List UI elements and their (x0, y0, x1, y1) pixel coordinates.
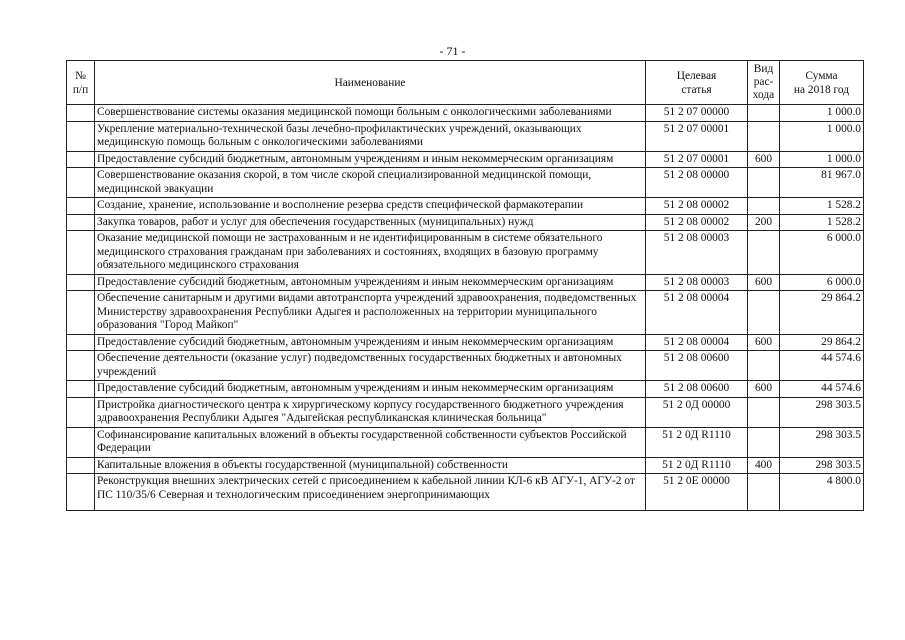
row-name: Предоставление субсидий бюджетным, автономным учреждениям и иным некоммерческим организациям (95, 274, 646, 291)
row-name: Капитальные вложения в объекты государственной (муниципальной) собственности (95, 457, 646, 474)
row-amount: 81 967.0 (780, 168, 864, 198)
row-target-code: 51 2 07 00000 (646, 105, 748, 122)
row-amount: 6 000.0 (780, 231, 864, 275)
row-amount: 29 864.2 (780, 334, 864, 351)
table-body (67, 105, 864, 511)
header-num: № п/п (67, 61, 95, 105)
row-num (67, 397, 95, 427)
header-code: Целевая статья (646, 61, 748, 105)
table-row (67, 291, 864, 335)
row-amount: 1 000.0 (780, 151, 864, 168)
row-expense-kind (748, 168, 780, 198)
row-target-code: 51 2 07 00001 (646, 121, 748, 151)
row-expense-kind (748, 397, 780, 427)
table-row (67, 457, 864, 474)
table-row (67, 121, 864, 151)
row-num (67, 198, 95, 215)
row-name: Обеспечение санитарным и другими видами автотранспорта учреждений здравоохранения, подведомственных Министерству здравоохранения Республики Адыгея и расположенных на территории муниципального образования "Город Майкоп" (95, 291, 646, 335)
row-expense-kind (748, 231, 780, 275)
table-row (67, 151, 864, 168)
row-name: Пристройка диагностического центра к хирургическому корпусу государственного бюджетного учреждения здравоохранения Республики Адыгея "Адыгейская республиканская клиническая больница" (95, 397, 646, 427)
budget-table (66, 60, 864, 511)
row-expense-kind: 600 (748, 274, 780, 291)
row-num (67, 381, 95, 398)
row-name: Софинансирование капитальных вложений в объекты государственной собственности субъектов Российской Федерации (95, 427, 646, 457)
header-kind: Вид рас- хода (748, 61, 780, 105)
table-row (67, 381, 864, 398)
row-num (67, 334, 95, 351)
row-amount: 44 574.6 (780, 381, 864, 398)
row-name (95, 474, 646, 511)
row-target-code: 51 2 08 00003 (646, 231, 748, 275)
row-target-code: 51 2 08 00600 (646, 381, 748, 398)
row-target-code: 51 2 08 00002 (646, 198, 748, 215)
row-amount: 6 000.0 (780, 274, 864, 291)
row-num (67, 274, 95, 291)
row-expense-kind (748, 291, 780, 335)
row-expense-kind (748, 105, 780, 122)
row-target-code: 51 2 08 00000 (646, 168, 748, 198)
row-amount: 29 864.2 (780, 291, 864, 335)
row-target-code: 51 2 08 00004 (646, 291, 748, 335)
row-name: Предоставление субсидий бюджетным, автономным учреждениям и иным некоммерческим организациям (95, 381, 646, 398)
row-name: Укрепление материально-технической базы лечебно-профилактических учреждений, оказывающих медицинскую помощь больным с онкологическими заболеваниями (95, 121, 646, 151)
row-expense-kind: 600 (748, 381, 780, 398)
row-num (67, 121, 95, 151)
row-num (67, 351, 95, 381)
row-num (67, 151, 95, 168)
header-amount: Сумма на 2018 год (780, 61, 864, 105)
row-target-code: 51 2 0Д 00000 (646, 397, 748, 427)
row-amount: 1 000.0 (780, 105, 864, 122)
row-expense-kind (748, 427, 780, 457)
row-num (67, 427, 95, 457)
row-amount: 1 528.2 (780, 214, 864, 231)
row-target-code: 51 2 08 00003 (646, 274, 748, 291)
row-expense-kind (748, 351, 780, 381)
row-target-code: 51 2 0Д R1110 (646, 457, 748, 474)
row-num (67, 168, 95, 198)
row-num (67, 291, 95, 335)
row-num (67, 474, 95, 511)
row-name: Совершенствование системы оказания медицинской помощи больным с онкологическими заболеваниями (95, 105, 646, 122)
table-row (67, 334, 864, 351)
row-name-text: Реконструкция внешних электрических сетей с присоединением к кабельной линии КЛ-6 кВ АГУ-1, АГУ-2 от ПС 110/35/6 Северная и технологическим присоединением энергопринимающих (97, 475, 635, 501)
table-row (67, 231, 864, 275)
page-number: - 71 - (439, 44, 466, 58)
row-amount: 1 528.2 (780, 198, 864, 215)
row-name: Создание, хранение, использование и восполнение резерва средств специфической фармакотерапии (95, 198, 646, 215)
row-num (67, 457, 95, 474)
table-row (67, 274, 864, 291)
row-expense-kind: 400 (748, 457, 780, 474)
row-expense-kind: 600 (748, 334, 780, 351)
table-row (67, 397, 864, 427)
row-amount: 44 574.6 (780, 351, 864, 381)
row-target-code: 51 2 08 00600 (646, 351, 748, 381)
row-name: Обеспечение деятельности (оказание услуг) подведомственных государственных бюджетных и автономных учреждений (95, 351, 646, 381)
row-target-code: 51 2 0Д R1110 (646, 427, 748, 457)
row-name: Совершенствование оказания скорой, в том числе скорой специализированной медицинской помощи, медицинской эвакуации (95, 168, 646, 198)
row-amount: 4 800.0 (780, 474, 864, 511)
table-row (67, 474, 864, 511)
row-target-code: 51 2 08 00002 (646, 214, 748, 231)
table-header-row (67, 61, 864, 105)
table-row (67, 351, 864, 381)
row-expense-kind (748, 474, 780, 511)
row-target-code: 51 2 0Е 00000 (646, 474, 748, 511)
row-amount: 298 303.5 (780, 427, 864, 457)
table-row (67, 168, 864, 198)
row-expense-kind: 200 (748, 214, 780, 231)
row-name: Закупка товаров, работ и услуг для обеспечения государственных (муниципальных) нужд (95, 214, 646, 231)
table-row (67, 427, 864, 457)
row-num (67, 214, 95, 231)
row-amount: 1 000.0 (780, 121, 864, 151)
row-expense-kind (748, 198, 780, 215)
row-amount: 298 303.5 (780, 457, 864, 474)
row-name: Предоставление субсидий бюджетным, автономным учреждениям и иным некоммерческим организациям (95, 151, 646, 168)
row-name: Предоставление субсидий бюджетным, автономным учреждениям и иным некоммерческим организациям (95, 334, 646, 351)
row-name: Оказание медицинской помощи не застрахованным и не идентифицированным в системе обязательного медицинского страхования гражданам при заболеваниях и состояниях, входящих в базовую программу обязательного медицинского страхования (95, 231, 646, 275)
table-row (67, 105, 864, 122)
table-row (67, 214, 864, 231)
row-expense-kind (748, 121, 780, 151)
row-num (67, 231, 95, 275)
table-row (67, 198, 864, 215)
row-target-code: 51 2 07 00001 (646, 151, 748, 168)
row-num (67, 105, 95, 122)
row-expense-kind: 600 (748, 151, 780, 168)
row-amount: 298 303.5 (780, 397, 864, 427)
row-target-code: 51 2 08 00004 (646, 334, 748, 351)
header-name: Наименование (95, 61, 646, 105)
